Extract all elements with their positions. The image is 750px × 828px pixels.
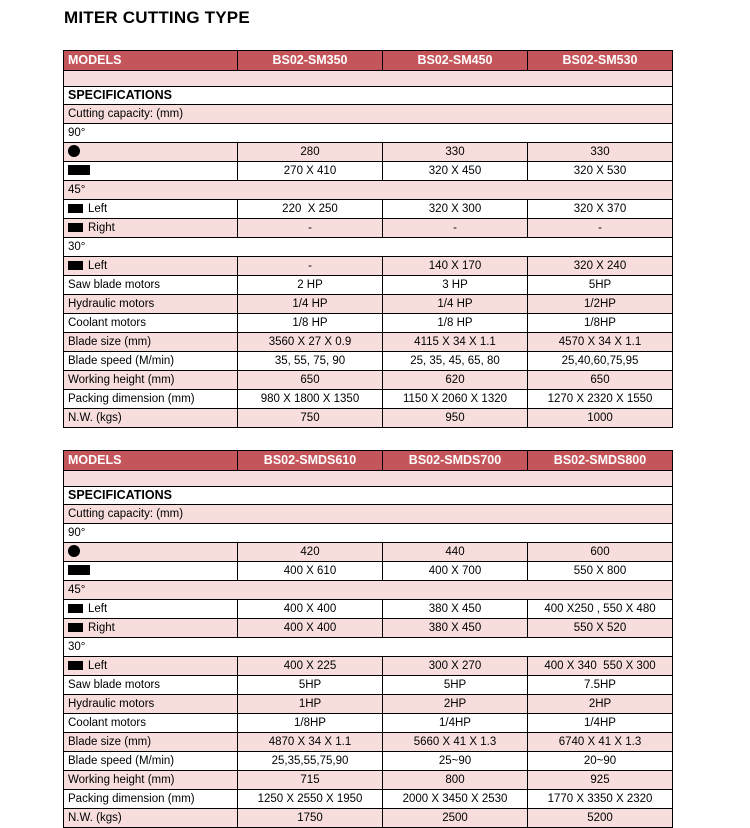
row-value-2: 1/4HP	[383, 714, 528, 733]
row-value-1: -	[238, 257, 383, 276]
row-label: 30°	[64, 238, 673, 257]
table-row	[64, 276, 673, 295]
row-value-2: 380 X 450	[383, 619, 528, 638]
small-filled-rectangle-icon	[68, 604, 83, 613]
filled-rectangle-icon	[68, 165, 90, 175]
table-row	[64, 657, 673, 676]
row-label-text: Blade speed (M/min)	[68, 755, 175, 767]
table-row	[64, 581, 673, 600]
row-value-2: 950	[383, 409, 528, 428]
row-value-2: 2500	[383, 809, 528, 828]
row-value-3: 600	[528, 543, 673, 562]
row-label: Cutting capacity: (mm)	[64, 105, 673, 124]
table-row	[64, 314, 673, 333]
table-row	[64, 600, 673, 619]
row-label-text: Right	[88, 622, 115, 634]
row-value-2: 5HP	[383, 676, 528, 695]
row-value-3: 550 X 800	[528, 562, 673, 581]
header-cell-model-3: BS02-SM530	[528, 51, 673, 71]
filled-rectangle-icon	[68, 565, 90, 575]
row-value-2: 2HP	[383, 695, 528, 714]
row-value-1: 980 X 1800 X 1350	[238, 390, 383, 409]
row-value-3: 4570 X 34 X 1.1	[528, 333, 673, 352]
filled-circle-icon	[68, 545, 80, 557]
row-value-1: 270 X 410	[238, 162, 383, 181]
row-value-2: 2000 X 3450 X 2530	[383, 790, 528, 809]
row-value-2: 380 X 450	[383, 600, 528, 619]
row-value-3: 2HP	[528, 695, 673, 714]
row-value-3: 400 X250 , 550 X 480	[528, 600, 673, 619]
row-value-2: 330	[383, 143, 528, 162]
table-row	[64, 181, 673, 200]
row-value-3: 1770 X 3350 X 2320	[528, 790, 673, 809]
table-row	[64, 562, 673, 581]
table-row	[64, 333, 673, 352]
row-value-2: 320 X 300	[383, 200, 528, 219]
header-cell-model-1: BS02-SM350	[238, 51, 383, 71]
row-label-text: Blade speed (M/min)	[68, 355, 175, 367]
row-label-text: N.W. (kgs)	[68, 412, 122, 424]
row-value-1: 400 X 225	[238, 657, 383, 676]
table-row	[64, 105, 673, 124]
row-label-text: Saw blade motors	[68, 679, 161, 691]
row-label	[64, 809, 238, 828]
row-label	[64, 162, 238, 181]
table-row	[64, 676, 673, 695]
row-label	[64, 409, 238, 428]
row-label	[64, 276, 238, 295]
table-row	[64, 200, 673, 219]
row-value-3: 5HP	[528, 276, 673, 295]
row-value-2: 440	[383, 543, 528, 562]
table-row	[64, 219, 673, 238]
row-value-3: 5200	[528, 809, 673, 828]
row-label-text: Coolant motors	[68, 317, 146, 329]
row-label: 45°	[64, 181, 673, 200]
table-row	[64, 752, 673, 771]
row-label	[64, 143, 238, 162]
row-label	[64, 543, 238, 562]
row-label-text: N.W. (kgs)	[68, 812, 122, 824]
section-title-row	[64, 87, 673, 105]
table-row	[64, 790, 673, 809]
row-label-text: Blade size (mm)	[68, 336, 152, 348]
row-label-text: Left	[88, 603, 108, 615]
table-row	[64, 695, 673, 714]
row-label	[64, 352, 238, 371]
table-row	[64, 505, 673, 524]
row-value-1: 650	[238, 371, 383, 390]
row-value-1: 25,35,55,75,90	[238, 752, 383, 771]
table-row	[64, 771, 673, 790]
row-value-1: 5HP	[238, 676, 383, 695]
row-value-3: -	[528, 219, 673, 238]
row-value-1: 1/8 HP	[238, 314, 383, 333]
header-cell-model-1: BS02-SMDS610	[238, 451, 383, 471]
small-filled-rectangle-icon	[68, 223, 83, 232]
row-value-1: 420	[238, 543, 383, 562]
row-label: 90°	[64, 524, 673, 543]
row-label-text: Working height (mm)	[68, 374, 175, 386]
row-label: 90°	[64, 124, 673, 143]
section-title-cell: SPECIFICATIONS	[64, 487, 673, 505]
small-filled-rectangle-icon	[68, 661, 83, 670]
header-cell-models: MODELS	[64, 51, 238, 71]
row-label-text: Hydraulic motors	[68, 698, 155, 710]
row-value-1: 4870 X 34 X 1.1	[238, 733, 383, 752]
page-title: MITER CUTTING TYPE	[64, 8, 250, 27]
row-value-3: 1270 X 2320 X 1550	[528, 390, 673, 409]
row-value-1: 1750	[238, 809, 383, 828]
row-label	[64, 657, 238, 676]
table-row	[64, 619, 673, 638]
row-value-2: 25~90	[383, 752, 528, 771]
table-body-1	[64, 51, 673, 428]
row-label	[64, 600, 238, 619]
row-value-3: 320 X 370	[528, 200, 673, 219]
small-filled-rectangle-icon	[68, 204, 83, 213]
row-value-1: 750	[238, 409, 383, 428]
row-label	[64, 371, 238, 390]
row-value-3: 1/2HP	[528, 295, 673, 314]
spec-table-miter-sm-series	[63, 50, 673, 428]
row-value-3: 7.5HP	[528, 676, 673, 695]
row-value-2: 320 X 450	[383, 162, 528, 181]
table-row	[64, 352, 673, 371]
row-label-text: Packing dimension (mm)	[68, 793, 195, 805]
row-value-3: 925	[528, 771, 673, 790]
small-filled-rectangle-icon	[68, 261, 83, 270]
row-label	[64, 200, 238, 219]
row-value-3: 6740 X 41 X 1.3	[528, 733, 673, 752]
row-value-2: 3 HP	[383, 276, 528, 295]
row-value-3: 1/8HP	[528, 314, 673, 333]
row-label	[64, 695, 238, 714]
table-row	[64, 257, 673, 276]
table-row	[64, 409, 673, 428]
row-label: 45°	[64, 581, 673, 600]
row-label	[64, 314, 238, 333]
row-value-2: 1/8 HP	[383, 314, 528, 333]
filled-circle-icon	[68, 145, 80, 157]
section-title-row	[64, 487, 673, 505]
row-label-text: Left	[88, 660, 108, 672]
row-label-text: Coolant motors	[68, 717, 146, 729]
table-row	[64, 238, 673, 257]
row-label-text: Working height (mm)	[68, 774, 175, 786]
row-value-3: 550 X 520	[528, 619, 673, 638]
table-row	[64, 714, 673, 733]
row-label	[64, 257, 238, 276]
header-cell-model-2: BS02-SM450	[383, 51, 528, 71]
row-value-3: 1/4HP	[528, 714, 673, 733]
table-header-row	[64, 51, 673, 71]
row-value-2: 25, 35, 45, 65, 80	[383, 352, 528, 371]
row-value-2: 800	[383, 771, 528, 790]
row-value-1: 400 X 400	[238, 600, 383, 619]
row-label-text: Left	[88, 203, 108, 215]
row-value-1: 1HP	[238, 695, 383, 714]
row-label-text: Blade size (mm)	[68, 736, 152, 748]
row-value-3: 330	[528, 143, 673, 162]
header-cell-models: MODELS	[64, 451, 238, 471]
row-label	[64, 219, 238, 238]
header-cell-model-3: BS02-SMDS800	[528, 451, 673, 471]
row-value-2: 5660 X 41 X 1.3	[383, 733, 528, 752]
row-label	[64, 390, 238, 409]
section-title-cell: SPECIFICATIONS	[64, 87, 673, 105]
row-value-1: 1/4 HP	[238, 295, 383, 314]
row-value-2: 1150 X 2060 X 1320	[383, 390, 528, 409]
header-band-row	[64, 71, 673, 87]
row-label-text: Hydraulic motors	[68, 298, 155, 310]
row-value-2: 300 X 270	[383, 657, 528, 676]
row-label-text: Right	[88, 222, 115, 234]
row-label	[64, 619, 238, 638]
small-filled-rectangle-icon	[68, 623, 83, 632]
row-value-3: 20~90	[528, 752, 673, 771]
table-row	[64, 733, 673, 752]
row-value-2: 140 X 170	[383, 257, 528, 276]
header-band-cell	[64, 471, 673, 487]
row-label	[64, 790, 238, 809]
row-label	[64, 562, 238, 581]
row-value-1: 715	[238, 771, 383, 790]
spec-table-miter-smds-series	[63, 450, 673, 828]
table-row	[64, 809, 673, 828]
row-value-1: 1/8HP	[238, 714, 383, 733]
row-label	[64, 752, 238, 771]
row-value-1: 3560 X 27 X 0.9	[238, 333, 383, 352]
table-row	[64, 124, 673, 143]
table-row	[64, 371, 673, 390]
header-cell-model-2: BS02-SMDS700	[383, 451, 528, 471]
table-row	[64, 143, 673, 162]
row-label	[64, 733, 238, 752]
row-value-1: 2 HP	[238, 276, 383, 295]
header-band-cell	[64, 71, 673, 87]
table-header-row	[64, 451, 673, 471]
row-value-3: 320 X 240	[528, 257, 673, 276]
table-row	[64, 638, 673, 657]
row-label-text: Saw blade motors	[68, 279, 161, 291]
row-value-2: 4115 X 34 X 1.1	[383, 333, 528, 352]
row-label	[64, 676, 238, 695]
row-value-1: 220 X 250	[238, 200, 383, 219]
row-value-3: 25,40,60,75,95	[528, 352, 673, 371]
row-value-1: -	[238, 219, 383, 238]
row-value-1: 400 X 610	[238, 562, 383, 581]
row-label	[64, 295, 238, 314]
row-value-3: 650	[528, 371, 673, 390]
row-label-text: Left	[88, 260, 108, 272]
row-value-2: -	[383, 219, 528, 238]
row-label-text: Packing dimension (mm)	[68, 393, 195, 405]
row-value-1: 1250 X 2550 X 1950	[238, 790, 383, 809]
header-band-row	[64, 471, 673, 487]
row-value-1: 35, 55, 75, 90	[238, 352, 383, 371]
row-label	[64, 714, 238, 733]
row-label: Cutting capacity: (mm)	[64, 505, 673, 524]
table-row	[64, 543, 673, 562]
row-value-2: 400 X 700	[383, 562, 528, 581]
row-value-2: 620	[383, 371, 528, 390]
row-value-3: 1000	[528, 409, 673, 428]
row-label	[64, 771, 238, 790]
table-row	[64, 390, 673, 409]
row-value-1: 280	[238, 143, 383, 162]
row-value-2: 1/4 HP	[383, 295, 528, 314]
row-value-3: 320 X 530	[528, 162, 673, 181]
row-label: 30°	[64, 638, 673, 657]
row-value-3: 400 X 340 550 X 300	[528, 657, 673, 676]
table-body-2	[64, 451, 673, 828]
row-value-1: 400 X 400	[238, 619, 383, 638]
table-row	[64, 295, 673, 314]
row-label	[64, 333, 238, 352]
table-row	[64, 524, 673, 543]
table-row	[64, 162, 673, 181]
